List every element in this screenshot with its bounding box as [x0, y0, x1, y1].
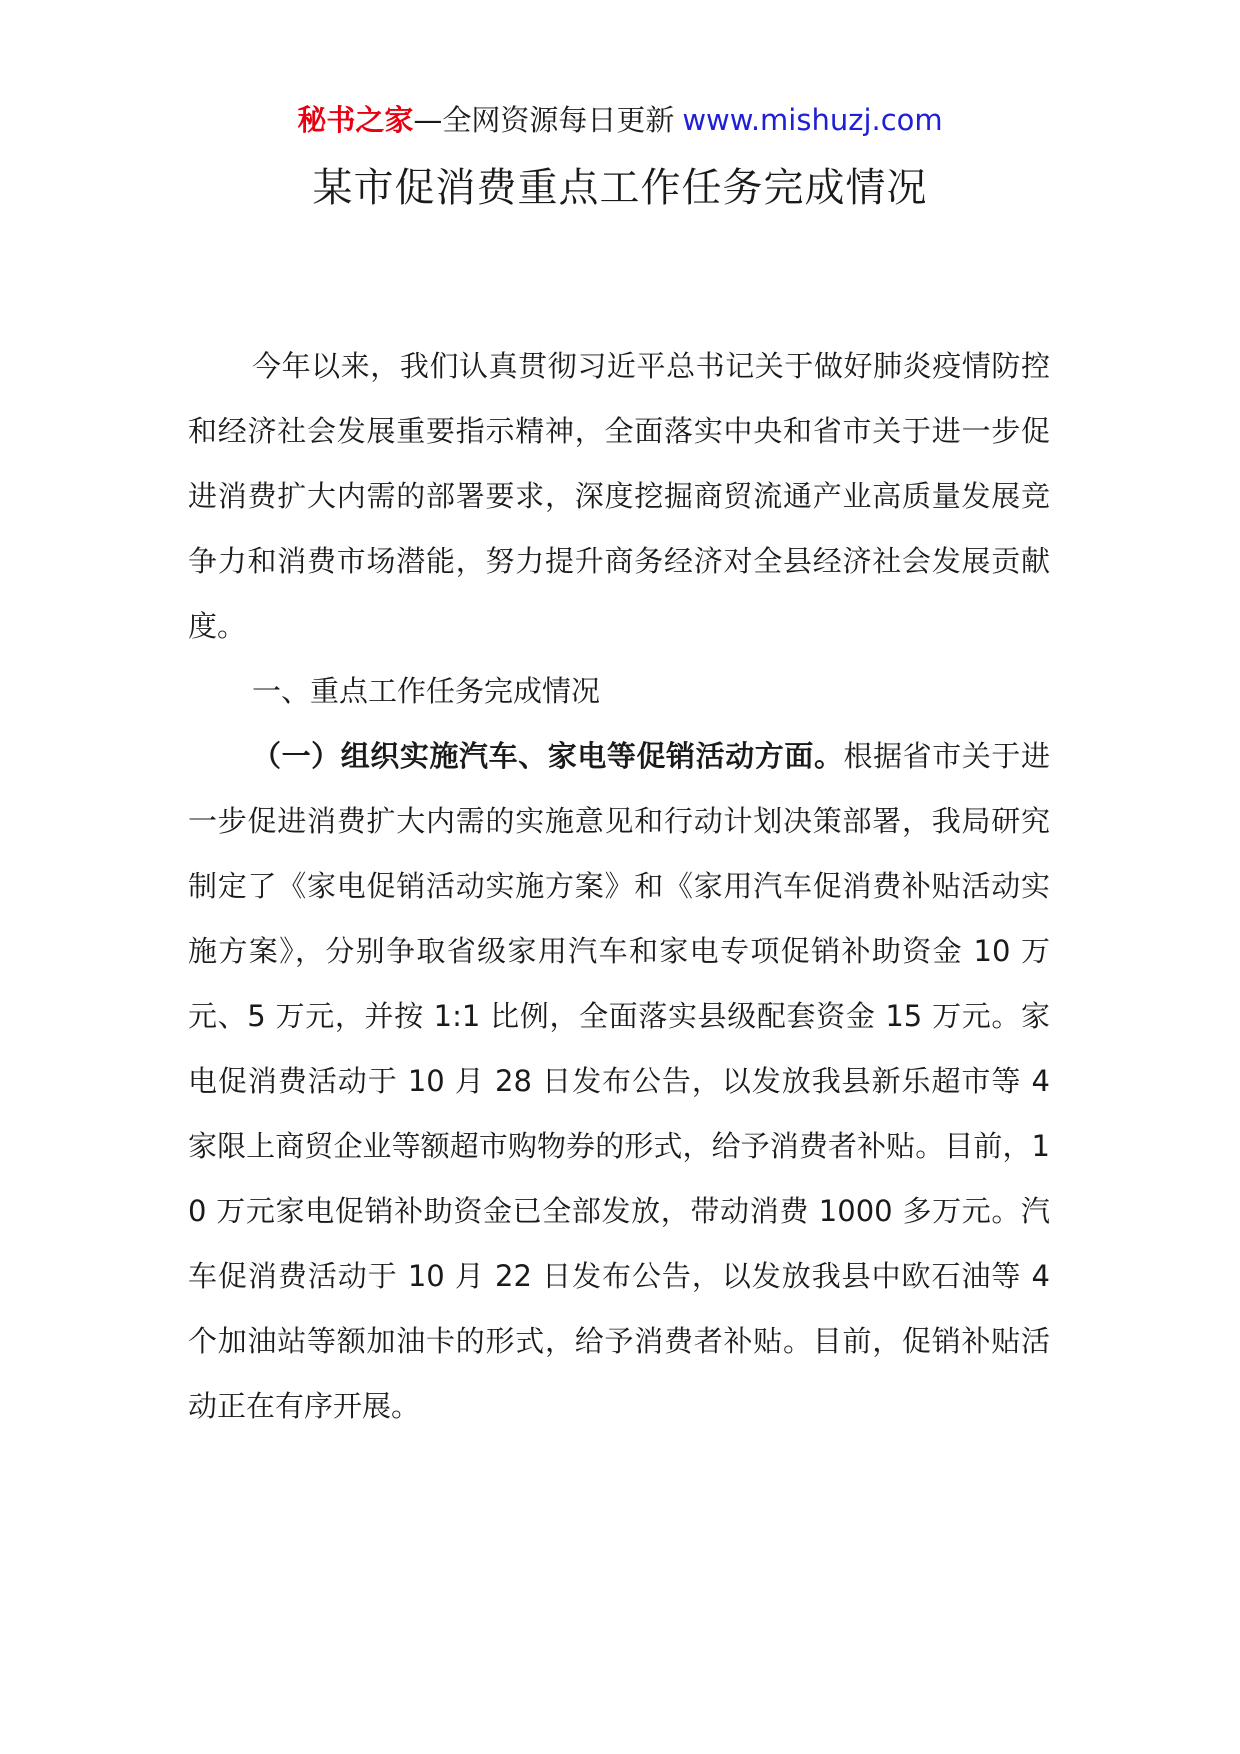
site-name: 秘书之家 — [297, 103, 414, 137]
site-tagline: —全网资源每日更新 — [413, 103, 675, 137]
subsection-body: 根据省市关于进一步促进消费扩大内需的实施意见和行动计划决策部署，我局研究制定了《家电促销活动实施方案》和《家用汽车促消费补贴活动实施方案》，分别争取省级家用汽车和家电专项促销补助资金 10 万元、5 万元，并按 1:1 比例，全面落实县级配套资金 15 万元。家电促消费活动于 10 月 28 日发布公告，以发放我县新乐超市等 4 家限上商贸企业等额超市购物券的形式，给予消费者补贴。目前，10 万元家电促销补助资金已全部发放，带动消费 1000 多万元。汽车促消费活动于 10 月 22 日发布公告，以发放我县中欧石油等 4 个加油站等额加油卡的形式，给予消费者补贴。目前，促销补贴活动正在有序开展。 — [188, 739, 1050, 1423]
document-title: 某市促消费重点工作任务完成情况 — [312, 165, 928, 211]
subsection-lead: （一）组织实施汽车、家电等促销活动方面。 — [252, 739, 844, 773]
subsection-paragraph — [188, 724, 1050, 1439]
intro-paragraph: 今年以来，我们认真贯彻习近平总书记关于做好肺炎疫情防控和经济社会发展重要指示精神，全面落实中央和省市关于进一步促进消费扩大内需的部署要求，深度挖掘商贸流通产业高质量发展竞争力和消费市场潜能，努力提升商务经济对全县经济社会发展贡献度。 — [188, 349, 1050, 643]
site-header — [0, 100, 1240, 140]
section-heading: 一、重点工作任务完成情况 — [252, 674, 601, 708]
site-url-link[interactable]: www.mishuzj.com — [682, 103, 943, 137]
document-body — [188, 334, 1050, 1439]
